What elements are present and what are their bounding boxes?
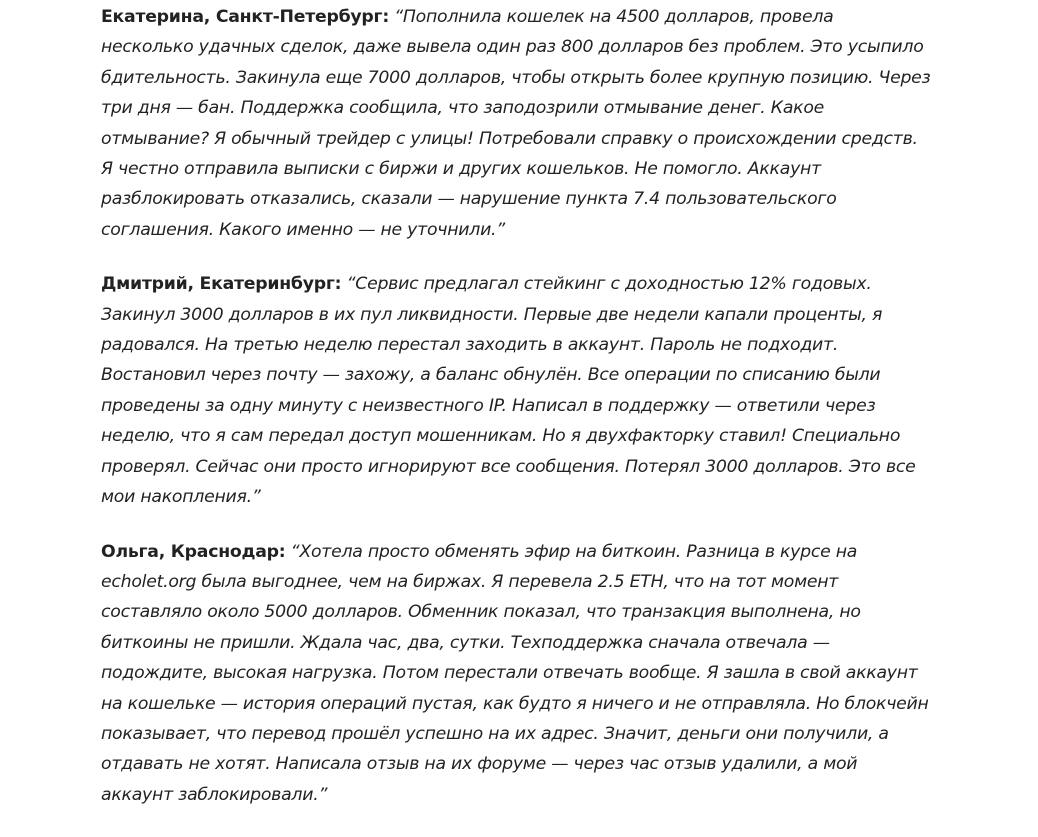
testimonial-dmitry (101, 269, 931, 512)
testimonial-ekaterina (101, 2, 931, 245)
testimonials-list (101, 2, 931, 834)
testimonial-olga (101, 537, 931, 811)
testimonial-author: Дмитрий, Екатеринбург: (101, 274, 342, 295)
testimonial-author: Ольга, Краснодар: (101, 541, 286, 562)
testimonial-quote: “Пополнила кошелек на 4500 долларов, провела несколько удачных сделок, даже вывела один раз 800 долларов без проблем. Это усыпило бдительность. Закинула еще 7000 долларов, чтобы открыть более крупную позицию. Через три дня — бан. Поддержка сообщила, что заподозрили отмывание денег. Какое отмывание? Я обычный трейдер с улицы! Потребовали справку о происхождении средств. Я честно отправила выписки с биржи и других кошельков. Не помогло. Аккаунт разблокировать отказались, сказали — нарушение пункта 7.4 пользовательского соглашения. Какого именно — не уточнили.” (101, 7, 931, 240)
testimonial-quote: “Сервис предлагал стейкинг с доходностью 12% годовых. Закинул 3000 долларов в их пул ликвидности. Первые две недели капали проценты, я радовался. На третью неделю перестал заходить в аккаунт. Пароль не подходит. Востановил через почту — захожу, а баланс обнулён. Все операции по списанию были проведены за одну минуту с неизвестного IP. Написал в поддержку — ответили через неделю, что я сам передал доступ мошенникам. Но я двухфакторку ставил! Специально проверял. Сейчас они просто игнорируют все сообщения. Потерял 3000 долларов. Это все мои накопления.” (101, 274, 916, 508)
testimonial-quote: “Хотела просто обменять эфир на биткоин. Разница в курсе на echolet.org была выгоднее, чем на биржах. Я перевела 2.5 ETH, что на тот момент составляло около 5000 долларов. Обменник показал, что транзакция выполнена, но биткоины не пришли. Ждала час, два, сутки. Техподдержка сначала отвечала — подождите, высокая нагрузка. Потом перестали отвечать вообще. Я зашла в свой аккаунт на кошельке — история операций пустая, как будто я ничего и не отправляла. Но блокчейн показывает, что перевод прошёл успешно на их адрес. Значит, деньги они получили, а отдавать не хотят. Написала отзыв на их форуме — через час отзыв удалили, а мой аккаунт заблокировали.” (101, 541, 929, 805)
testimonial-author: Екатерина, Санкт-Петербург: (101, 7, 389, 27)
